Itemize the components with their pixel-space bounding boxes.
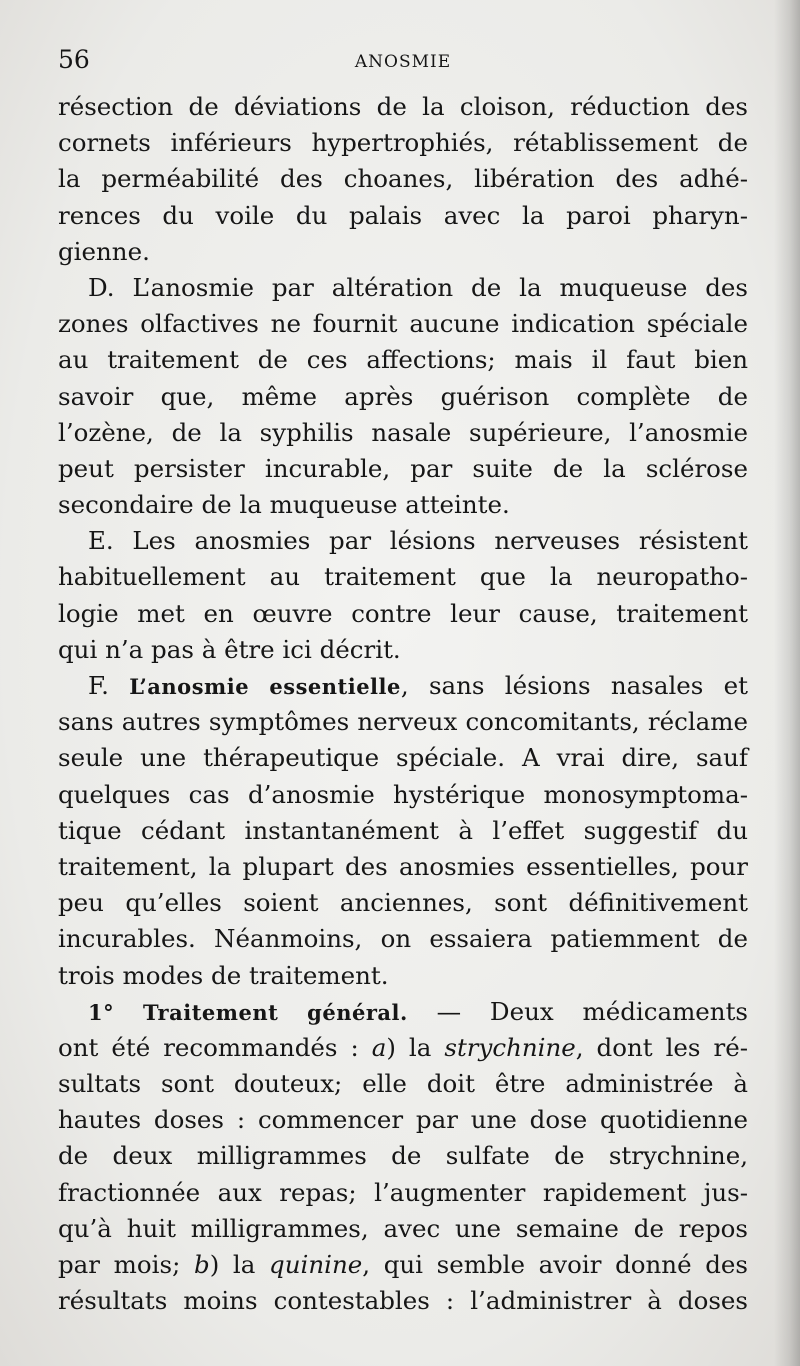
- text-line: peut persister incurable, par suite de la sclérose: [58, 453, 748, 483]
- text-line: résection de déviations de la cloison, réduction des: [58, 92, 748, 121]
- text-line: gienne.: [58, 236, 150, 266]
- text-line: l’ozène, de la syphilis nasale supérieure, l’anosmie: [58, 417, 748, 447]
- drug-name: quinine: [269, 1250, 363, 1279]
- text-line: qui n’a pas à être ici décrit.: [58, 634, 401, 664]
- text-line: quelques cas d’anosmie hystérique monosymptoma-: [58, 779, 748, 809]
- text-line: sultats sont douteux; elle doit être administrée à: [58, 1069, 748, 1099]
- text-line: D. L’anosmie par altération de la muqueuse des: [88, 272, 748, 302]
- text-run: ) la: [209, 1250, 270, 1279]
- drug-name: strychnine: [444, 1032, 576, 1062]
- text-line: peu qu’elles soient anciennes, sont définitivement: [58, 888, 748, 918]
- text-line: traitement, la plupart des anosmies essentielles, pour: [58, 851, 748, 881]
- text-line: logie met en œuvre contre leur cause, traitement: [58, 598, 748, 628]
- text-line: résultats moins contestables : l’administrer à doses: [58, 1286, 748, 1316]
- text-run: , qui semble avoir donné des: [362, 1250, 748, 1279]
- text-line: au traitement de ces affections; mais il faut bien: [58, 345, 748, 375]
- text-line: tique cédant instantanément à l’effet suggestif du: [58, 815, 748, 845]
- text-line: habituellement au traitement que la neuropatho-: [58, 562, 748, 592]
- page-number: 56: [58, 45, 90, 74]
- text-line: cornets inférieurs hypertrophiés, rétablissement de: [58, 128, 748, 158]
- text-run: , dont les ré-: [575, 1032, 748, 1062]
- text-line: trois modes de traitement.: [58, 960, 389, 990]
- text-line: secondaire de la muqueuse atteinte.: [58, 490, 510, 520]
- text-line-f: [58, 668, 748, 704]
- text-line-1: [58, 994, 748, 1030]
- page-header: [58, 40, 748, 80]
- text-line: seule une thérapeutique spéciale. A vrai dire, sauf: [58, 743, 748, 773]
- running-head: ANOSMIE: [354, 52, 452, 72]
- text-line: E. Les anosmies par lésions nerveuses résistent: [88, 526, 748, 556]
- section-heading: 1° Traitement général.: [88, 999, 408, 1025]
- text-line: qu’à huit milligrammes, avec une semaine de repos: [58, 1213, 748, 1243]
- text-line-par-mois: [58, 1247, 748, 1283]
- text-line-ont: [58, 1030, 748, 1066]
- text-line: savoir que, même après guérison complète de: [58, 381, 748, 411]
- text-line: sans autres symptômes nerveux concomitants, réclame: [58, 707, 748, 737]
- para-f-lead: F.: [88, 671, 130, 700]
- para-f-rest: , sans lésions nasales et: [400, 671, 748, 700]
- list-marker: a: [371, 1032, 387, 1062]
- text-run: ) la: [386, 1032, 445, 1062]
- text-line: incurables. Néanmoins, on essaiera patiemment de: [58, 924, 748, 954]
- text-line: zones olfactives ne fournit aucune indication spéciale: [58, 309, 748, 339]
- text-line: la perméabilité des choanes, libération des adhé-: [58, 164, 748, 194]
- text-line: de deux milligrammes de sulfate de strychnine,: [58, 1141, 748, 1171]
- gutter-shadow: [774, 0, 800, 1366]
- text-run: par mois;: [58, 1250, 194, 1279]
- text-line: rences du voile du palais avec la paroi pharyn-: [58, 200, 748, 230]
- section-heading-rest: — Deux médicaments: [407, 996, 748, 1026]
- text-run: ont été recommandés :: [58, 1032, 372, 1062]
- body-text: [58, 89, 748, 1319]
- text-line: hautes doses : commencer par une dose quotidienne: [58, 1105, 748, 1135]
- para-f-term: L’anosmie essentielle: [129, 674, 401, 699]
- list-marker: b: [194, 1250, 210, 1279]
- text-line: fractionnée aux repas; l’augmenter rapidement jus-: [58, 1177, 748, 1207]
